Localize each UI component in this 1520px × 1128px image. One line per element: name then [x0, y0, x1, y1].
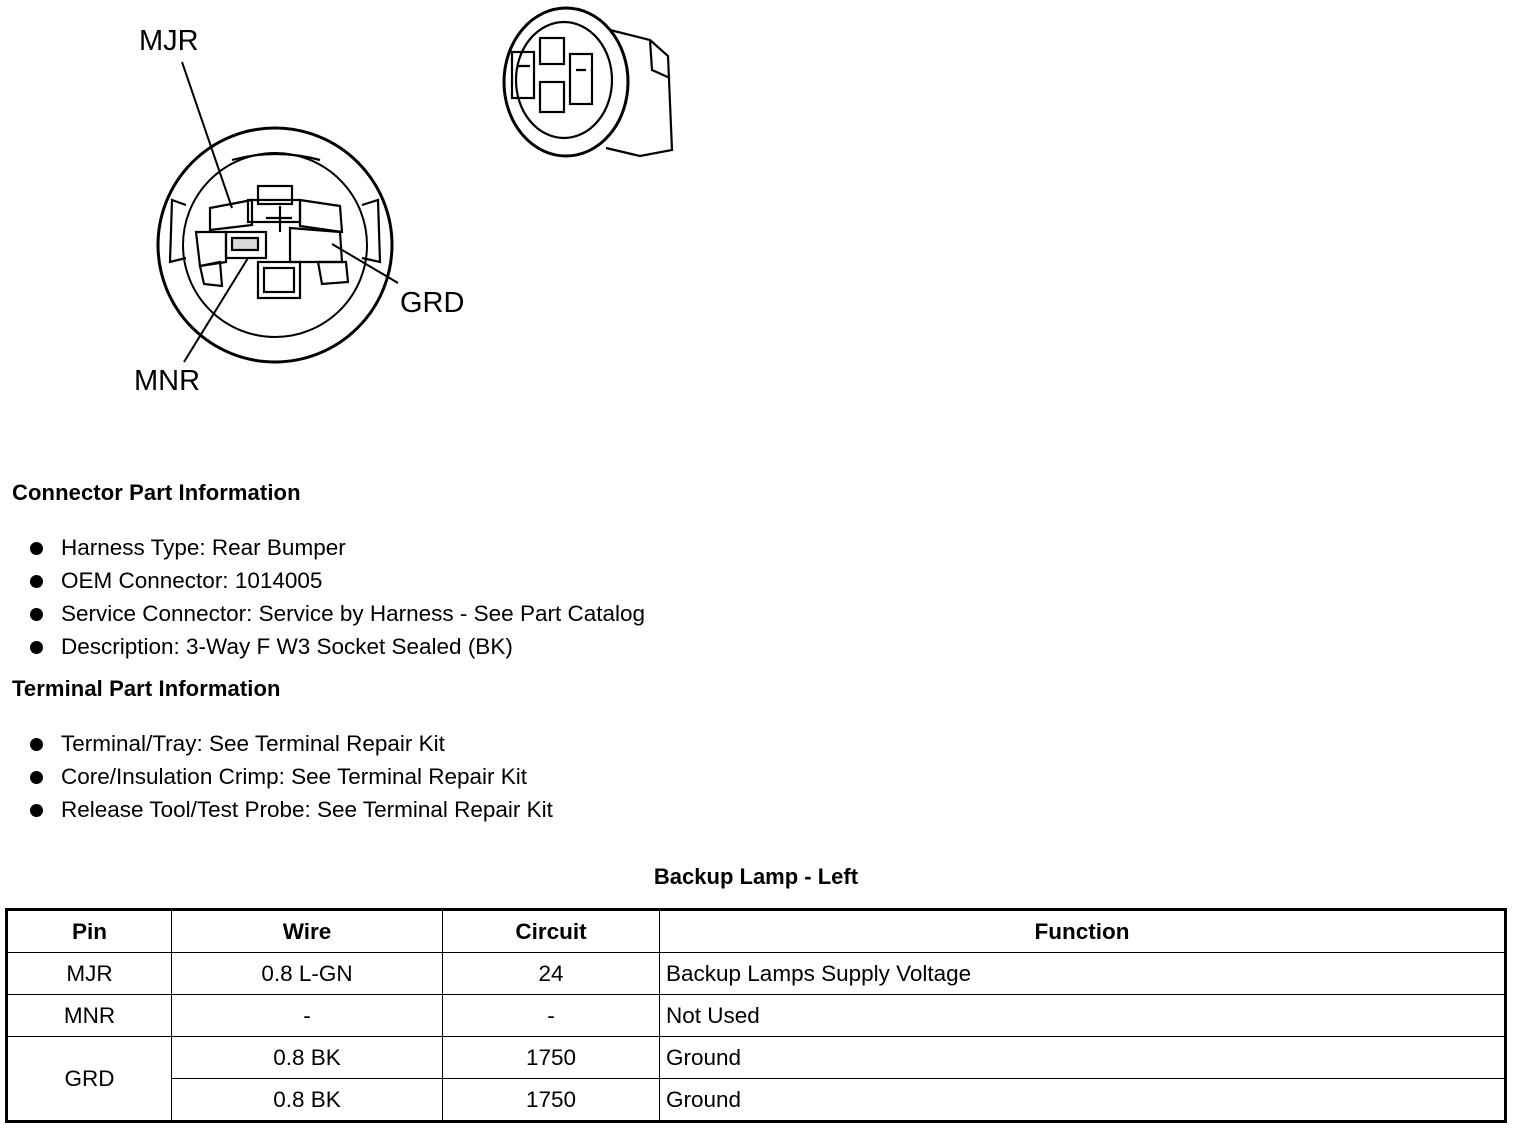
list-item-text: Release Tool/Test Probe: See Terminal Repair Kit: [61, 797, 553, 822]
label-mnr: MNR: [134, 365, 201, 397]
pin-table: [5, 908, 1507, 1123]
list-item-text: OEM Connector: 1014005: [61, 568, 323, 593]
cell-circuit: 24: [443, 953, 660, 995]
cell-wire: 0.8 L-GN: [172, 953, 443, 995]
connector-face-view-icon: [158, 128, 392, 362]
bullet-icon: [30, 771, 43, 784]
cell-function: Not Used: [660, 995, 1506, 1037]
header-circuit: Circuit: [443, 910, 660, 953]
table-row: [7, 1079, 1506, 1122]
cell-pin: MJR: [7, 953, 172, 995]
cell-function: Ground: [660, 1037, 1506, 1079]
cell-function: Backup Lamps Supply Voltage: [660, 953, 1506, 995]
list-item-text: Terminal/Tray: See Terminal Repair Kit: [61, 731, 445, 756]
list-item: [30, 632, 645, 665]
label-grd: GRD: [400, 287, 465, 319]
cell-circuit: 1750: [443, 1079, 660, 1122]
list-item-text: Harness Type: Rear Bumper: [61, 535, 346, 560]
connector-info-list: [30, 533, 645, 665]
connector-perspective-view-icon: [504, 8, 672, 156]
cell-function: Ground: [660, 1079, 1506, 1122]
cell-wire: 0.8 BK: [172, 1037, 443, 1079]
list-item: [30, 729, 553, 762]
connector-info-heading: Connector Part Information: [12, 480, 301, 505]
table-title: Backup Lamp - Left: [653, 864, 859, 889]
cell-circuit: -: [443, 995, 660, 1037]
list-item: [30, 795, 553, 828]
list-item: [30, 566, 645, 599]
terminal-info-heading: Terminal Part Information: [12, 676, 281, 701]
header-function: Function: [660, 910, 1506, 953]
list-item: [30, 762, 553, 795]
bullet-icon: [30, 804, 43, 817]
bullet-icon: [30, 738, 43, 751]
bullet-icon: [30, 542, 43, 555]
list-item-text: Service Connector: Service by Harness - See Part Catalog: [61, 601, 646, 626]
terminal-info-list: [30, 729, 553, 828]
cell-pin: MNR: [7, 995, 172, 1037]
bullet-icon: [30, 641, 43, 654]
bullet-icon: [30, 608, 43, 621]
cell-wire: 0.8 BK: [172, 1079, 443, 1122]
cell-circuit: 1750: [443, 1037, 660, 1079]
table-row: [7, 995, 1506, 1037]
cell-wire: -: [172, 995, 443, 1037]
header-pin: Pin: [7, 910, 172, 953]
connector-diagram: [0, 0, 760, 420]
table-header-row: [7, 910, 1506, 953]
cell-pin: GRD: [7, 1037, 172, 1122]
list-item: [30, 599, 645, 632]
list-item-text: Core/Insulation Crimp: See Terminal Repair Kit: [61, 764, 528, 789]
list-item-text: Description: 3-Way F W3 Socket Sealed (BK): [61, 634, 513, 659]
bullet-icon: [30, 575, 43, 588]
label-mjr: MJR: [139, 25, 199, 57]
list-item: [30, 533, 645, 566]
header-wire: Wire: [172, 910, 443, 953]
table-row: [7, 1037, 1506, 1079]
table-row: [7, 953, 1506, 995]
